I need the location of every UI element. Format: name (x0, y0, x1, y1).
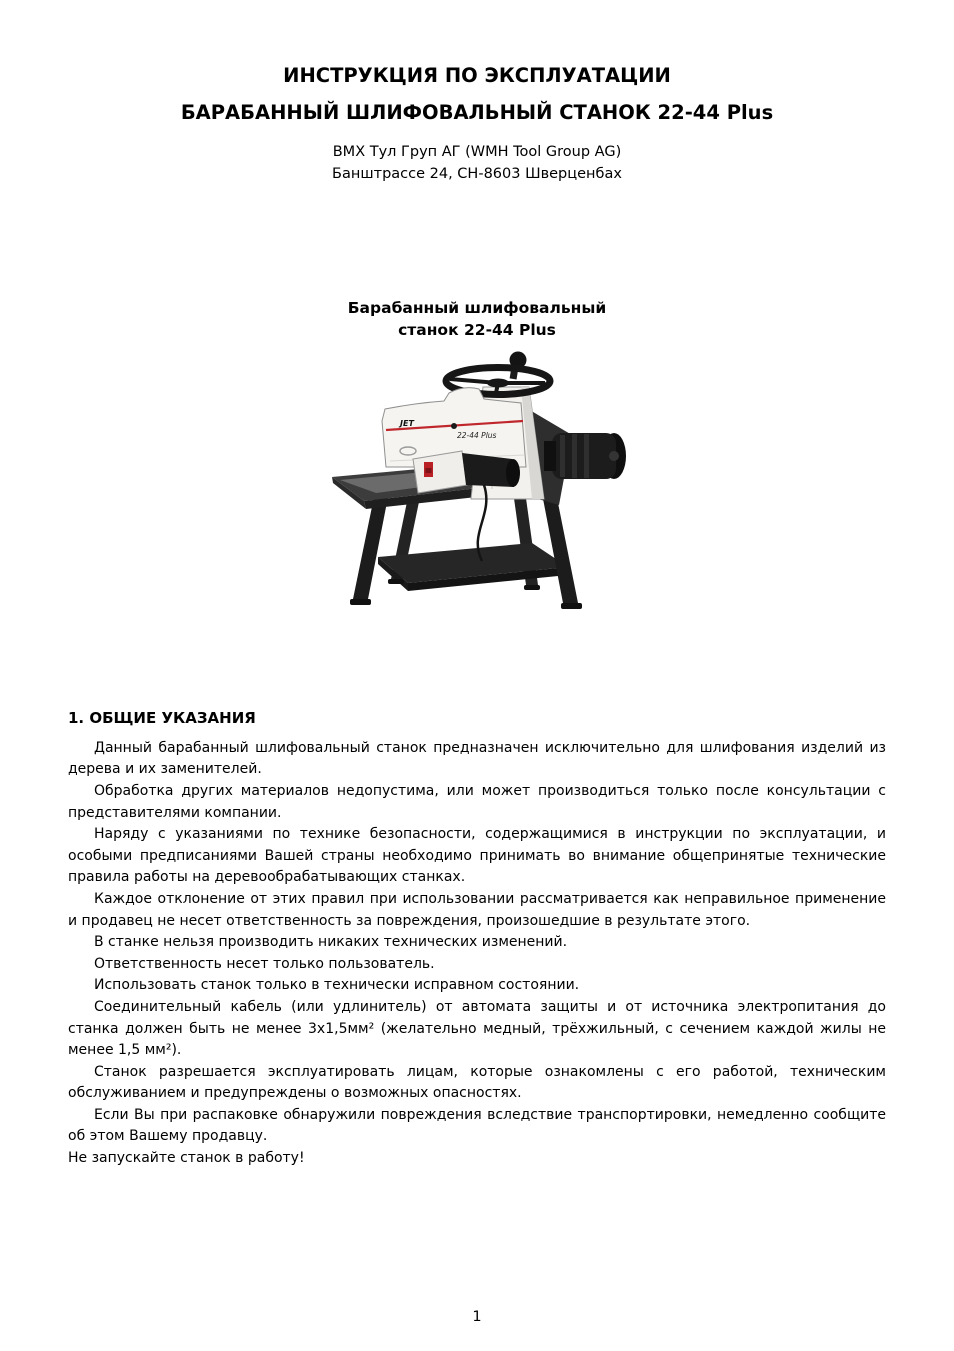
page-subtitle: БАРАБАННЫЙ ШЛИФОВАЛЬНЫЙ СТАНОК 22-44 Plus (180, 101, 774, 125)
paragraph: Станок разрешается эксплуатировать лицам, которые ознакомлены с его работой, техническим обслуживанием и предупреждены о возможных опасностях. (68, 1063, 886, 1102)
paragraph: Наряду с указаниями по технике безопасности, содержащимися в инструкции по эксплуатации, и особыми предписаниями Вашей страны необходимо принимать во внимание общепринятые технические правила работы на деревообрабатывающих станках. (68, 826, 886, 886)
machine-caption (68, 297, 886, 341)
section-heading: 1. ОБЩИЕ УКАЗАНИЯ (68, 708, 256, 727)
manufacturer-address: Банштрассе 24, CH-8603 Шверценбах (332, 165, 622, 182)
page-number: 1 (472, 1309, 482, 1325)
machine-caption-line2: станок 22-44 Plus (398, 320, 556, 339)
paragraph: Ответственность несет только пользователь. (94, 955, 435, 972)
paragraph: Данный барабанный шлифовальный станок предназначен исключительно для шлифования изделий из дерева и их заменителей. (68, 739, 886, 778)
drum-sander-photo (316, 347, 638, 627)
paragraph: В станке нельзя производить никаких технических изменений. (94, 934, 568, 951)
paragraph: Соединительный кабель (или удлинитель) от автомата защиты и от источника электропитания до станка должен быть не менее 3х1,5мм² (желательно медный, трёхжильный, с сечением каждой жилы не менее 1,5 мм²). (68, 998, 886, 1059)
machine-model-label: 22-44 Plus (457, 430, 497, 440)
warning-line: Не запускайте станок в работу! (68, 1150, 305, 1167)
machine-brand-label: JET (400, 418, 414, 428)
paragraph: Обработка других материалов недопустима, или может производиться только после консультации с представителями компании. (68, 782, 886, 821)
paragraph: Каждое отклонение от этих правил при использовании рассматривается как неправильное применение и продавец не несет ответственность за повреждения, произошедшие в результате этого. (68, 890, 886, 929)
section-body (68, 738, 886, 1170)
machine-caption-line1: Барабанный шлифовальный (347, 298, 607, 317)
paragraph: Если Вы при распаковке обнаружили повреждения вследствие транспортировки, немедленно сообщите об этом Вашему продавцу. (68, 1106, 886, 1145)
power-switch-box (413, 451, 467, 493)
page-title: ИНСТРУКЦИЯ ПО ЭКСПЛУАТАЦИИ (283, 64, 671, 87)
manufacturer-name: ВМХ Тул Груп АГ (WMH Tool Group AG) (332, 143, 622, 160)
document-header (68, 64, 886, 185)
paragraph: Использовать станок только в технически исправном состоянии. (94, 977, 580, 994)
motor (544, 433, 626, 479)
machine-figure (68, 297, 886, 627)
general-instructions-section (68, 709, 886, 1170)
